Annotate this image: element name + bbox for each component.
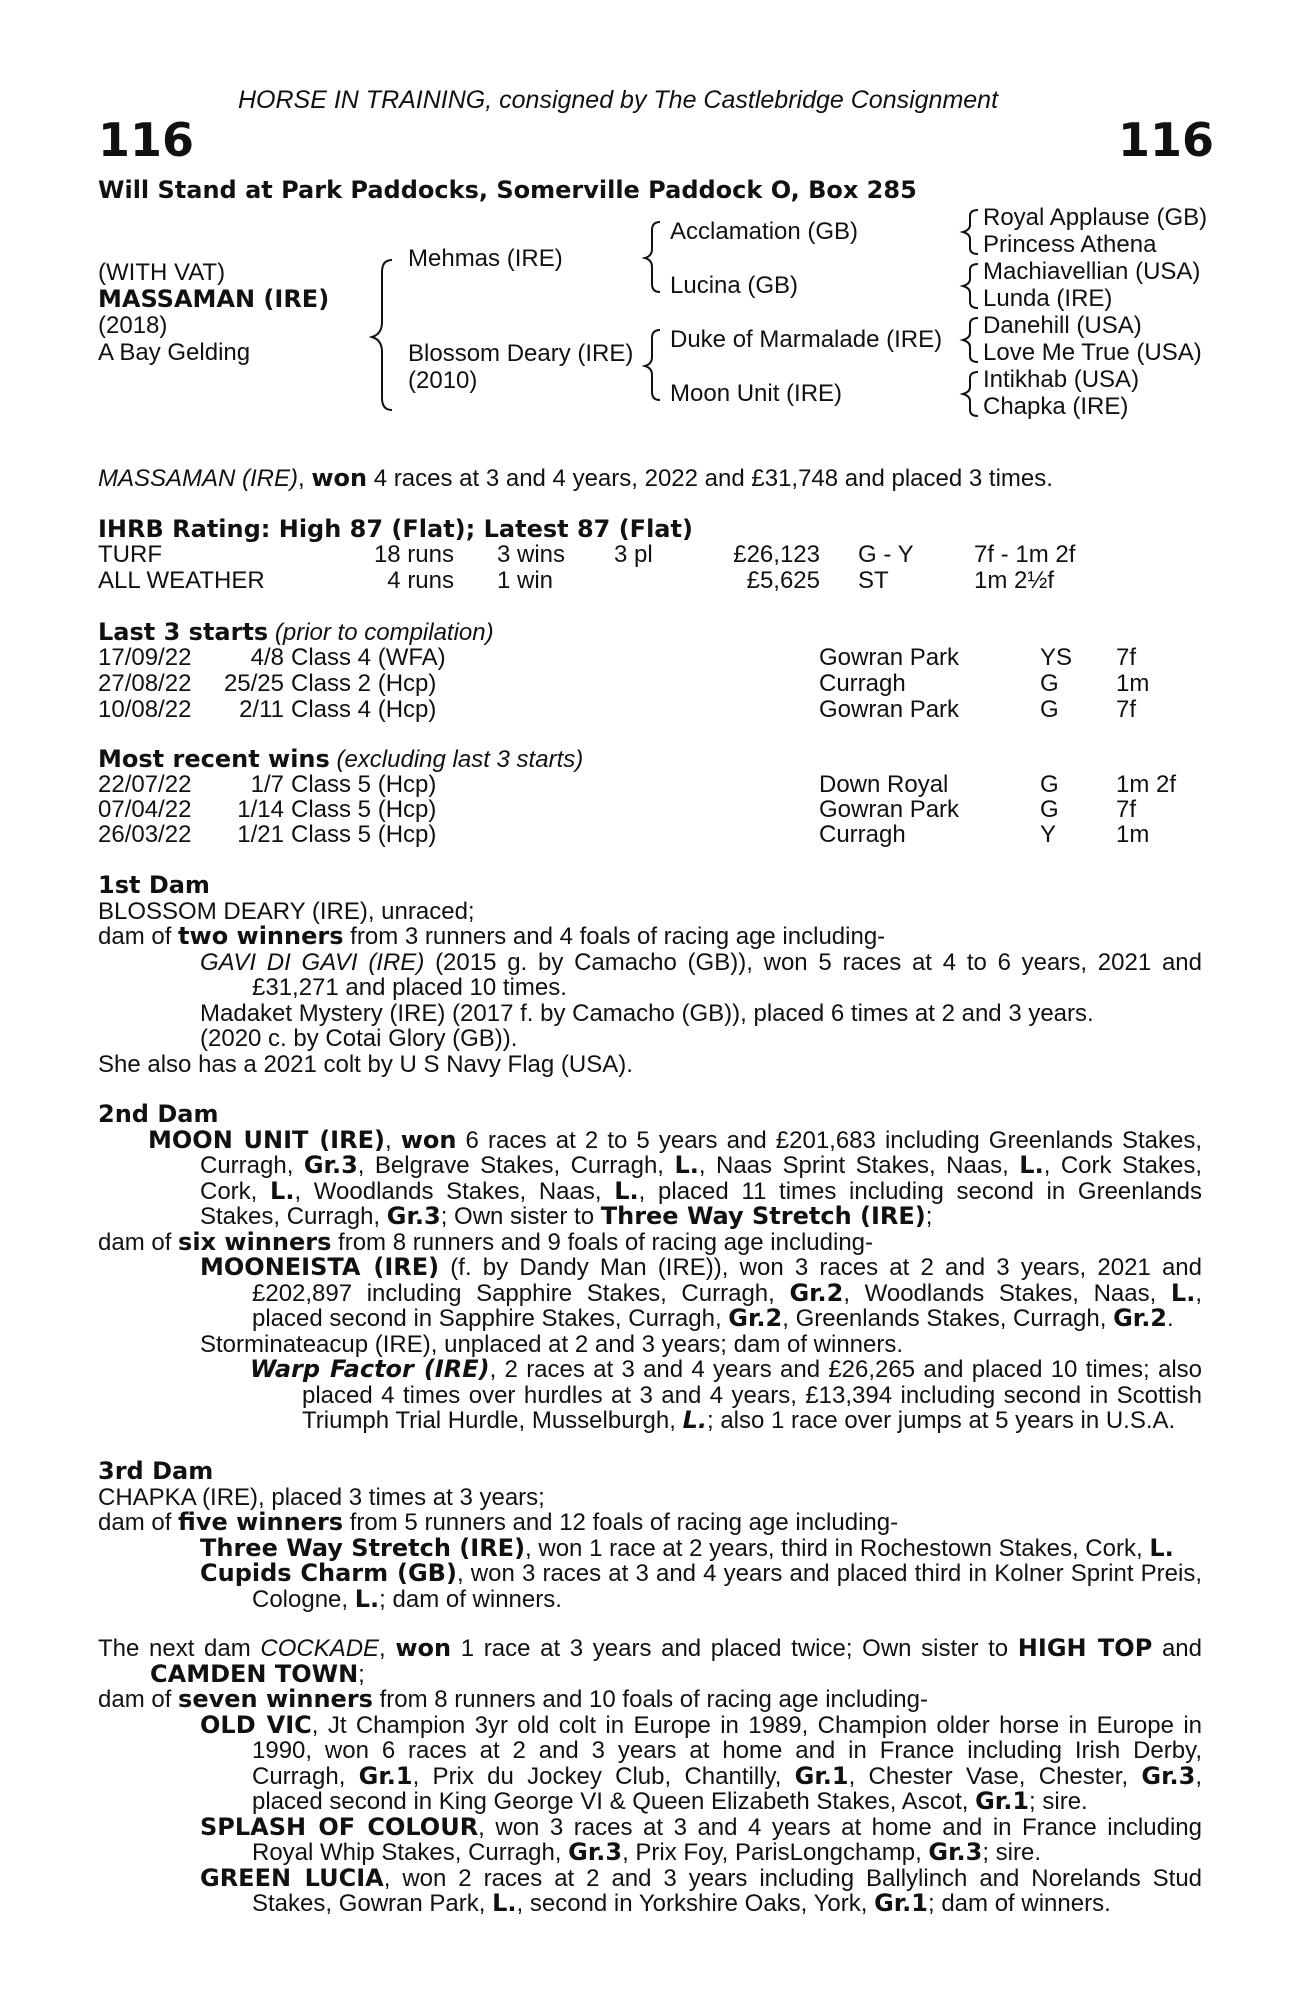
text: 6 races at 2 to 5 years and £201,683 including Greenlands Stakes, Curragh, [200,1126,1202,1179]
grandparent-3: Machiavellian (USA) [983,258,1201,285]
text: (f. by Dandy Man (IRE)), won 3 races at 2 and 3 years, 2021 and £202,897 including Sapphire Stakes, Curragh, [252,1254,1203,1307]
grandparent-1: Royal Applause (GB) [983,204,1208,231]
produce-2020: (2020 c. by Cotai Glory (GB)). [200,1025,518,1052]
text: dam of [98,1686,179,1713]
text: from 8 runners and 10 foals of racing age including- [372,1686,928,1713]
text: , Cork Stakes, Cork, [200,1152,1203,1205]
start-position: 4/8 [250,644,284,671]
grade: L. [270,1176,295,1205]
winners-count: seven winners [178,1685,373,1713]
grade: Gr.3 [303,1151,358,1179]
win-date: 07/04/22 [98,796,192,823]
grade: L. [674,1151,699,1179]
win-race: Class 5 (Hcp) [291,796,437,823]
win-distance: 7f [1116,796,1137,823]
text: ; [925,1203,933,1230]
third-dam-line: CHAPKA (IRE), placed 3 times at 3 years; [98,1483,545,1511]
text: , won 3 races at 3 and 4 years at home and in France including Royal Whip Stakes, Curragh, [252,1813,1202,1866]
start-going: G [1040,670,1059,697]
lot-number-left: 116 [98,113,195,167]
start-date: 17/09/22 [98,644,192,671]
text: , won 1 race at 2 years, third in Rochestown Stakes, Cork, [525,1534,1150,1562]
start-going: YS [1040,644,1073,671]
grade: Gr.2 [1113,1304,1168,1332]
text: , Prix du Jockey Club, Chantilly, [412,1762,795,1790]
summary-sep: , [298,465,312,492]
horse-name: Warp Factor (IRE) [250,1355,490,1383]
text: , Belgrave Stakes, Curragh, [357,1152,675,1179]
produce-storminateacup: Storminateacup (IRE), unplaced at 2 and 3 years; dam of winners. [200,1330,904,1358]
grandparent-4: Lunda (IRE) [983,285,1113,312]
text: , Greenlands Stakes, Curragh, [782,1305,1114,1332]
sire-name: Mehmas (IRE) [408,245,563,272]
grandparent-6: Love Me True (USA) [983,339,1202,366]
race-summary [98,465,1053,492]
produce-mooneista [98,1255,1202,1332]
grade: Gr.1 [874,1889,928,1917]
text: dam of [98,1228,179,1256]
text: ; dam of winners. [379,1585,562,1613]
rating-runs: 4 runs [387,567,454,594]
lot-number-right: 116 [1118,113,1215,167]
win-going: G [1040,771,1059,798]
rating-wins: 3 wins [497,541,566,568]
start-course: Gowran Park [819,696,960,723]
win-race: Class 5 (Hcp) [291,821,437,848]
start-distance: 7f [1116,644,1137,671]
winners-count: five winners [178,1508,344,1536]
grade: L. [354,1584,380,1613]
summary-won: won [311,464,368,492]
rating-going: G - Y [858,541,914,568]
text: dam of [98,1509,179,1536]
start-race: Class 4 (WFA) [291,644,446,671]
win-date: 22/07/22 [98,771,192,798]
sire-dam: Lucina (GB) [670,272,799,299]
text: , Chester Vase, Chester, [848,1762,1142,1790]
text: , placed 11 times including second in Greenlands Stakes, Curragh, [200,1177,1203,1230]
start-position: 2/11 [239,696,284,723]
produce-gavi [98,950,1202,1001]
grade: Gr.1 [975,1787,1030,1815]
produce-green-lucia [98,1863,1203,1917]
last-starts-title [98,619,494,646]
rating-wins: 1 win [497,567,554,594]
text: . [1167,1305,1174,1332]
text: , won 2 races at 2 and 3 years including Ballylinch and Norelands Stud Stakes, Gowran Park, [252,1864,1203,1917]
text: , 2 races at 3 and 4 years and £26,265 and placed 10 times; also placed 4 times over hurdles at 3 and 4 years, £13,394 including second in Scottish Triumph Trial Hurdle, Musselburgh, [302,1356,1202,1434]
start-race: Class 2 (Hcp) [291,670,437,697]
produce-warp-factor [98,1357,1202,1434]
start-going: G [1040,696,1059,723]
grade: Gr.1 [794,1761,849,1790]
text: , [379,1635,396,1662]
grade: Gr.1 [358,1761,413,1790]
start-race: Class 4 (Hcp) [291,696,437,723]
text: ; Own sister to [440,1203,601,1230]
sire-sire: Acclamation (GB) [670,218,859,245]
grade: Gr.2 [789,1278,844,1307]
text: , Woodlands Stakes, Naas, [843,1279,1171,1307]
grandparent-5: Danehill (USA) [983,312,1142,339]
win-course: Curragh [819,821,906,848]
grade: Gr.3 [386,1202,441,1230]
first-dam-produce [98,924,1202,950]
rating-title: IHRB Rating: High 87 (Flat); Latest 87 (Flat) [98,515,693,543]
horse-name: Three Way Stretch (IRE) [600,1202,926,1230]
win-course: Down Royal [819,771,949,798]
text: won [395,1634,452,1662]
rating-surface: ALL WEATHER [98,567,265,594]
grade: Gr.3 [568,1838,623,1866]
consignment-line: HORSE IN TRAINING, consigned by The Castlebridge Consignment [238,86,999,114]
second-dam-section [98,1102,1202,1434]
produce-splash-of-colour [98,1812,1202,1866]
text: , placed second in Sapphire Stakes, Curragh, [252,1279,1202,1332]
next-dam-section [98,1636,1202,1917]
grandparent-8: Chapka (IRE) [983,393,1129,420]
horse-name: MOONEISTA (IRE) [200,1253,440,1281]
third-dam-produce [98,1510,1202,1536]
recent-wins-title [98,746,583,773]
win-going: Y [1040,821,1057,848]
second-dam-record [98,1125,1203,1230]
grandparent-7: Intikhab (USA) [983,366,1140,393]
grade: L. [492,1889,517,1917]
win-going: G [1040,796,1059,823]
second-dam-heading: 2nd Dam [98,1100,219,1128]
start-date: 10/08/22 [98,696,192,723]
horse-year: (2018) [98,312,168,339]
text: ; sire. [1029,1788,1088,1815]
horse-name: Three Way Stretch (IRE) [200,1533,526,1562]
start-course: Gowran Park [819,644,960,671]
recent-wins-heading: Most recent wins [98,745,330,773]
horse-name: HIGH TOP [1017,1634,1153,1662]
win-distance: 1m 2f [1116,771,1177,798]
horse-description: A Bay Gelding [98,339,251,366]
win-position: 1/21 [237,821,284,848]
dam-year: (2010) [408,367,478,394]
horse-name: SPLASH OF COLOUR [200,1812,479,1841]
produce-three-way-stretch [98,1533,1202,1562]
recent-wins-note: (excluding last 3 starts) [329,746,584,773]
rating-distance: 1m 2½f [974,567,1055,594]
start-distance: 1m [1116,670,1150,697]
next-dam-produce [98,1687,1202,1713]
text: , Naas Sprint Stakes, Naas, [698,1152,1020,1179]
text: ; [358,1660,365,1688]
horse-name: MOON UNIT (IRE) [148,1125,385,1154]
text: (2015 g. by Camacho (GB)), won 5 races at 4 to 6 years, 2021 and £31,271 and placed 10 times. [252,948,1202,1001]
start-date: 27/08/22 [98,670,192,697]
horse-vat: (WITH VAT) [98,259,226,286]
horse-name: GREEN LUCIA [200,1863,384,1892]
text: from 5 runners and 12 foals of racing age including- [343,1509,899,1536]
horse-name: GAVI DI GAVI (IRE) [200,948,425,976]
second-dam-produce [98,1227,1202,1256]
dam-sire: Duke of Marmalade (IRE) [670,326,943,353]
win-date: 26/03/22 [98,821,192,848]
win-race: Class 5 (Hcp) [291,771,437,798]
grandparent-2: Princess Athena [983,231,1157,258]
produce-old-vic [98,1710,1203,1815]
horse-name: Cupids Charm (GB) [200,1559,457,1587]
text: ; sire. [982,1839,1042,1866]
grade: Gr.2 [728,1304,783,1332]
text: , second in Yorkshire Oaks, York, [516,1890,875,1917]
text: , Woodlands Stakes, Naas, [294,1177,615,1205]
text: The next dam [98,1635,261,1662]
text: won [400,1125,457,1154]
win-course: Gowran Park [819,796,960,823]
rating-distance: 7f - 1m 2f [974,541,1076,568]
grade: L. [682,1406,707,1434]
rating-placed: 3 pl [614,541,653,568]
last-starts-heading: Last 3 starts [98,618,269,646]
text: , Jt Champion 3yr old colt in Europe in 1989, Champion older horse in Europe in 1990, won 6 races at 2 and 3 years at home and in France including Irish Derby, Curragh, [252,1711,1203,1790]
grade: L. [1170,1278,1196,1307]
next-dam-record [98,1636,1202,1687]
produce-madaket: Madaket Mystery (IRE) (2017 f. by Camacho (GB)), placed 6 times at 2 and 3 years. [200,999,1094,1027]
grade: L. [1019,1151,1044,1179]
dam-dam: Moon Unit (IRE) [670,380,843,407]
grade: L. [614,1176,639,1205]
grade: Gr.3 [1141,1761,1196,1790]
text: 1 race at 3 years and placed twice; Own sister to [451,1635,1018,1662]
text: , Prix Foy, ParisLongchamp, [622,1839,929,1866]
horse-name: CAMDEN TOWN [150,1659,359,1688]
first-dam-section [98,873,1202,1077]
text: ; dam of winners. [928,1890,1111,1917]
grade: L. [1149,1533,1174,1562]
horse-name: MASSAMAN (IRE) [98,285,330,313]
text: from 8 runners and 9 foals of racing age including- [331,1228,874,1256]
rating-going: ST [858,567,889,594]
first-dam-heading: 1st Dam [98,871,210,899]
win-position: 1/7 [250,771,284,798]
winners-count: two winners [178,922,344,950]
text: from 3 runners and 4 foals of racing age including- [343,923,886,950]
rating-surface: TURF [98,541,162,568]
text: , [384,1126,401,1154]
horse-name: COCKADE [260,1635,380,1662]
first-dam-also: She also has a 2021 colt by U S Navy Flag (USA). [98,1050,633,1078]
summary-horse-name: MASSAMAN (IRE) [98,465,299,492]
text: , won 3 races at 3 and 4 years and placed third in Kolner Sprint Preis, Cologne, [252,1560,1203,1613]
start-distance: 7f [1116,696,1137,723]
win-distance: 1m [1116,821,1150,848]
win-position: 1/14 [237,796,284,823]
rating-runs: 18 runs [373,541,454,568]
last-starts-note: (prior to compilation) [268,619,494,646]
text: and [1152,1635,1202,1662]
first-dam-line: BLOSSOM DEARY (IRE), unraced; [98,897,475,925]
summary-rest: 4 races at 3 and 4 years, 2022 and £31,748 and placed 3 times. [367,465,1053,492]
text: ; also 1 race over jumps at 5 years in U.S.A. [707,1407,1176,1434]
start-course: Curragh [819,670,906,697]
pedigree-braces [0,0,1314,420]
third-dam-heading: 3rd Dam [98,1457,214,1485]
rating-prize: £5,625 [746,567,820,594]
stabling-line: Will Stand at Park Paddocks, Somerville Paddock O, Box 285 [98,176,917,204]
rating-prize: £26,123 [733,541,820,568]
dam-name: Blossom Deary (IRE) [408,340,634,367]
winners-count: six winners [178,1227,332,1256]
text: dam of [98,923,179,950]
horse-name: OLD VIC [200,1710,312,1739]
produce-cupids-charm [98,1561,1202,1612]
grade: Gr.3 [928,1838,983,1866]
start-position: 25/25 [223,670,284,697]
text: , placed second in King George VI & Queen Elizabeth Stakes, Ascot, [252,1762,1203,1815]
third-dam-section [98,1459,1202,1612]
